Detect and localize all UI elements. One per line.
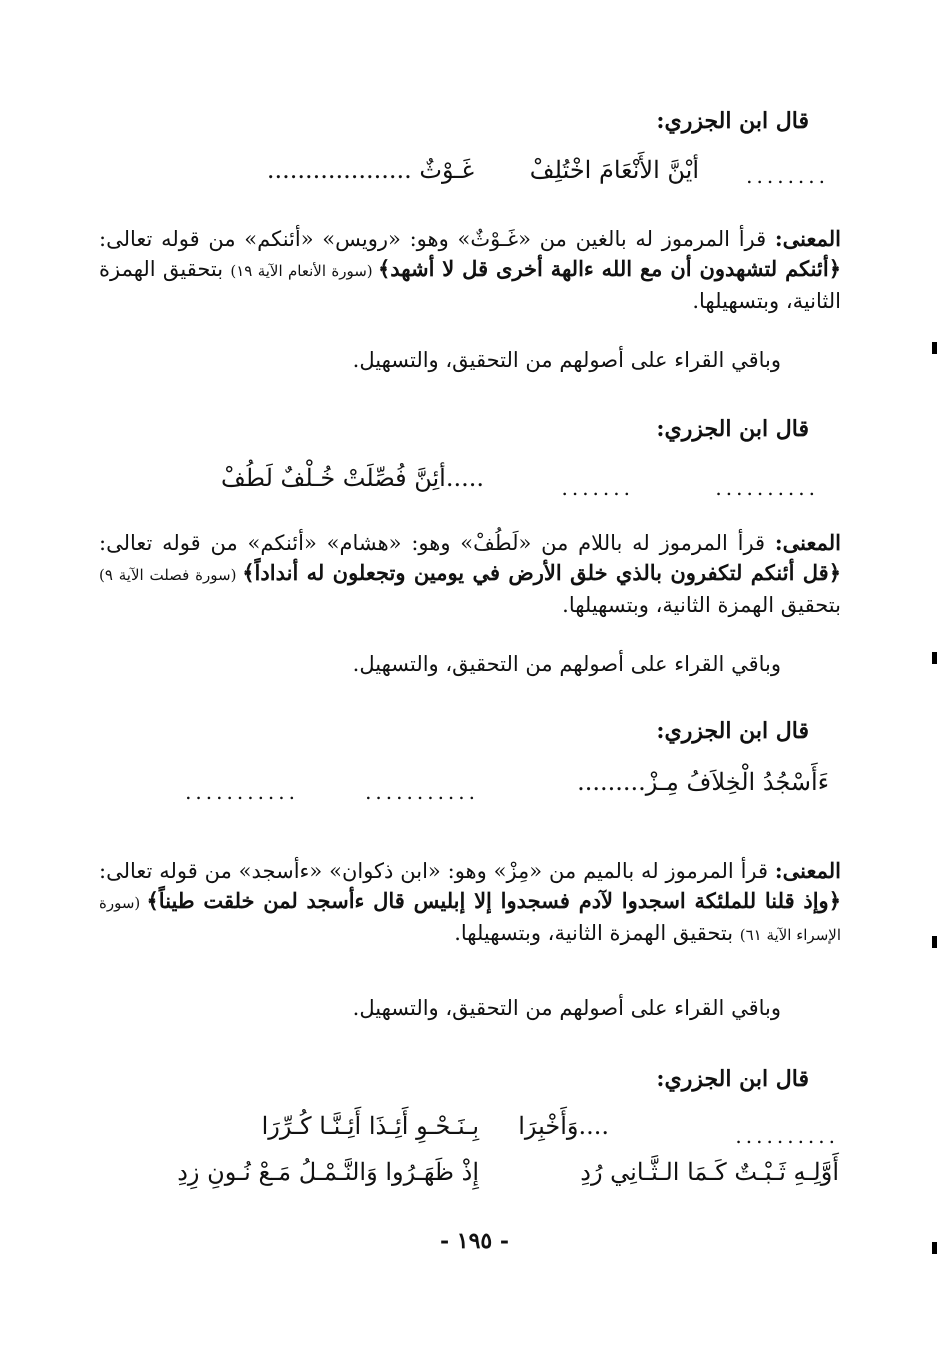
quran-verse: ﴿أئنكم لتشهدون أن مع الله ءالهة أخرى قل لا أشهد﴾ [377, 256, 841, 281]
meaning-text: قرأ المرموز له باللام من «لَطُفْ» وهو: «هشام» «أئنكم» من قوله تعالى: [99, 531, 775, 555]
meaning-label: المعنى: [774, 530, 841, 555]
verse-text: أَوَّلِـهِ ثَـبْـتٌ كَـمَا الـثَّـانِي رُدِ [580, 1158, 839, 1186]
rest-readers: وباقي القراء على أصولهم من التحقيق، والتسهيل. [352, 348, 781, 372]
section-heading: قال ابن الجزري: [656, 1066, 809, 1092]
verse-dots: ........ [746, 164, 829, 188]
scan-mark [932, 652, 937, 664]
verse-dots: ........... [185, 780, 299, 804]
rest-readers: وباقي القراء على أصولهم من التحقيق، والتسهيل. [352, 652, 781, 676]
quran-verse: ﴿قل أئنكم لتكفرون بالذي خلق الأرض في يومين وتجعلون له أنداداً﴾ [242, 560, 842, 585]
verse-text: ....وَأَخْبِرَا [518, 1112, 609, 1140]
verse-text: أيْنَّ الأَنْعَامَ اخْتُلِفْ [529, 156, 699, 184]
meaning-paragraph [99, 224, 841, 316]
meaning-paragraph [99, 856, 841, 950]
verse-text: غَـوْثٌ ................... [266, 156, 474, 184]
verse-text: بِـنَـحْـوِ أَئِـذَا أَئِـنَّـا كُـرِّرَا [261, 1112, 479, 1140]
quran-verse: ﴿وإذ قلنا للملئكة اسجدوا لآدم فسجدوا إلا إبليس قال ءأسجد لمن خلقت طيناً﴾ [146, 888, 841, 913]
meaning-text: قرأ المرموز له بالغين من «غَـوْثٌ» وهو: «رويس» «أئنكم» من قوله تعالى: [99, 227, 775, 251]
rest-readers: وباقي القراء على أصولهم من التحقيق، والتسهيل. [352, 996, 781, 1020]
verse-reference: (سورة فصلت الآية ٩) [99, 566, 243, 584]
verse-dots: .......... [735, 1124, 839, 1148]
meaning-text: بتحقيق الهمزة الثانية، وبتسهيلها. [562, 593, 841, 617]
meaning-text: بتحقيق الهمزة الثانية، وبتسهيلها. [454, 921, 740, 945]
scan-mark [932, 936, 937, 948]
verse-dots: .......... [715, 476, 819, 500]
section-heading: قال ابن الجزري: [656, 718, 809, 744]
verse-reference: (سورة الإسراء الآية ٦١) [99, 894, 841, 944]
section-heading: قال ابن الجزري: [656, 416, 809, 442]
section-heading: قال ابن الجزري: [656, 108, 809, 134]
meaning-paragraph [99, 528, 841, 620]
meaning-text: بتحقيق الهمزة الثانية، وبتسهيلها. [99, 257, 841, 313]
verse-text: ءَأَسْجُدُ الْخِلاَفُ مِـزْ......... [577, 768, 829, 796]
meaning-label: المعنى: [774, 858, 841, 883]
meaning-text: قرأ المرموز له بالميم من «مِزْ» وهو: «ابن ذكوان» «ءأسجد» من قوله تعالى: [99, 859, 775, 883]
page-number: - ١٩٥ - [440, 1228, 510, 1254]
verse-text: .....أئِنَّ فُصِّلَتْ خُـلْفٌ لَطُفْ [221, 464, 484, 492]
verse-text: إِذْ ظَهَـرُوا وَالنَّـمْـلُ مَـعْ نُـونِ زِدِ [177, 1158, 479, 1186]
scan-mark [932, 342, 937, 354]
meaning-label: المعنى: [774, 226, 841, 251]
verse-reference: (سورة الأنعام الآية ١٩) [230, 262, 378, 280]
scan-mark [932, 1242, 937, 1254]
verse-dots: ........... [365, 780, 479, 804]
verse-dots: ....... [561, 476, 634, 500]
